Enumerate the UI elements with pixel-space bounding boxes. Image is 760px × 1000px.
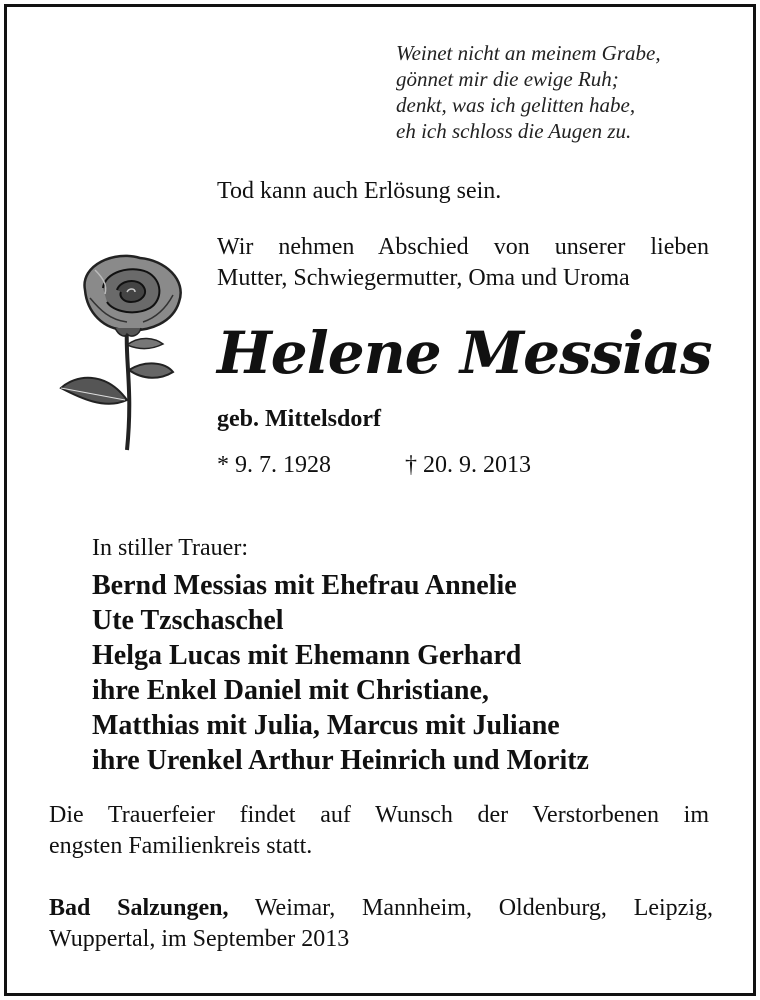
mourners-label: In stiller Trauer: bbox=[92, 535, 248, 561]
intro-line: Mutter, Schwiegermutter, Oma und Uroma bbox=[217, 265, 630, 291]
funeral-notice bbox=[49, 800, 709, 862]
places-line bbox=[49, 893, 713, 924]
poem-line: Weinet nicht an meinem Grabe, bbox=[396, 41, 661, 65]
mourner-line: Bernd Messias mit Ehefrau Annelie bbox=[92, 570, 517, 601]
places-rest: Weimar, Mannheim, Oldenburg, Leipzig, bbox=[228, 895, 713, 921]
rose-icon bbox=[55, 250, 195, 460]
lead-text: Tod kann auch Erlösung sein. bbox=[217, 178, 502, 204]
mourner-line: ihre Urenkel Arthur Heinrich und Moritz bbox=[92, 745, 589, 776]
mourner-line: ihre Enkel Daniel mit Christiane, bbox=[92, 675, 489, 706]
maiden-name: geb. Mittelsdorf bbox=[217, 406, 381, 432]
city-bold: Bad Salzungen, bbox=[49, 895, 229, 921]
places-and-date bbox=[49, 893, 713, 955]
intro-text bbox=[217, 232, 709, 294]
poem-line: eh ich schloss die Augen zu. bbox=[396, 119, 632, 143]
poem-line: denkt, was ich gelitten habe, bbox=[396, 93, 636, 117]
notice-line: Die Trauerfeier findet auf Wunsch der Verstorbenen im bbox=[49, 802, 709, 828]
intro-line: Wir nehmen Abschied von unserer lieben bbox=[217, 234, 709, 260]
deceased-name: Helene Messias bbox=[217, 319, 712, 387]
mourner-line: Matthias mit Julia, Marcus mit Juliane bbox=[92, 710, 560, 741]
mourner-line: Ute Tzschaschel bbox=[92, 605, 284, 636]
death-date: † 20. 9. 2013 bbox=[405, 452, 531, 478]
mourners-list bbox=[92, 568, 589, 778]
mourner-line: Helga Lucas mit Ehemann Gerhard bbox=[92, 640, 522, 671]
notice-line: engsten Familienkreis statt. bbox=[49, 833, 313, 859]
poem-line: gönnet mir die ewige Ruh; bbox=[396, 67, 619, 91]
poem bbox=[396, 40, 661, 144]
places-line: Wuppertal, im September 2013 bbox=[49, 926, 350, 952]
birth-date: * 9. 7. 1928 bbox=[217, 452, 331, 478]
